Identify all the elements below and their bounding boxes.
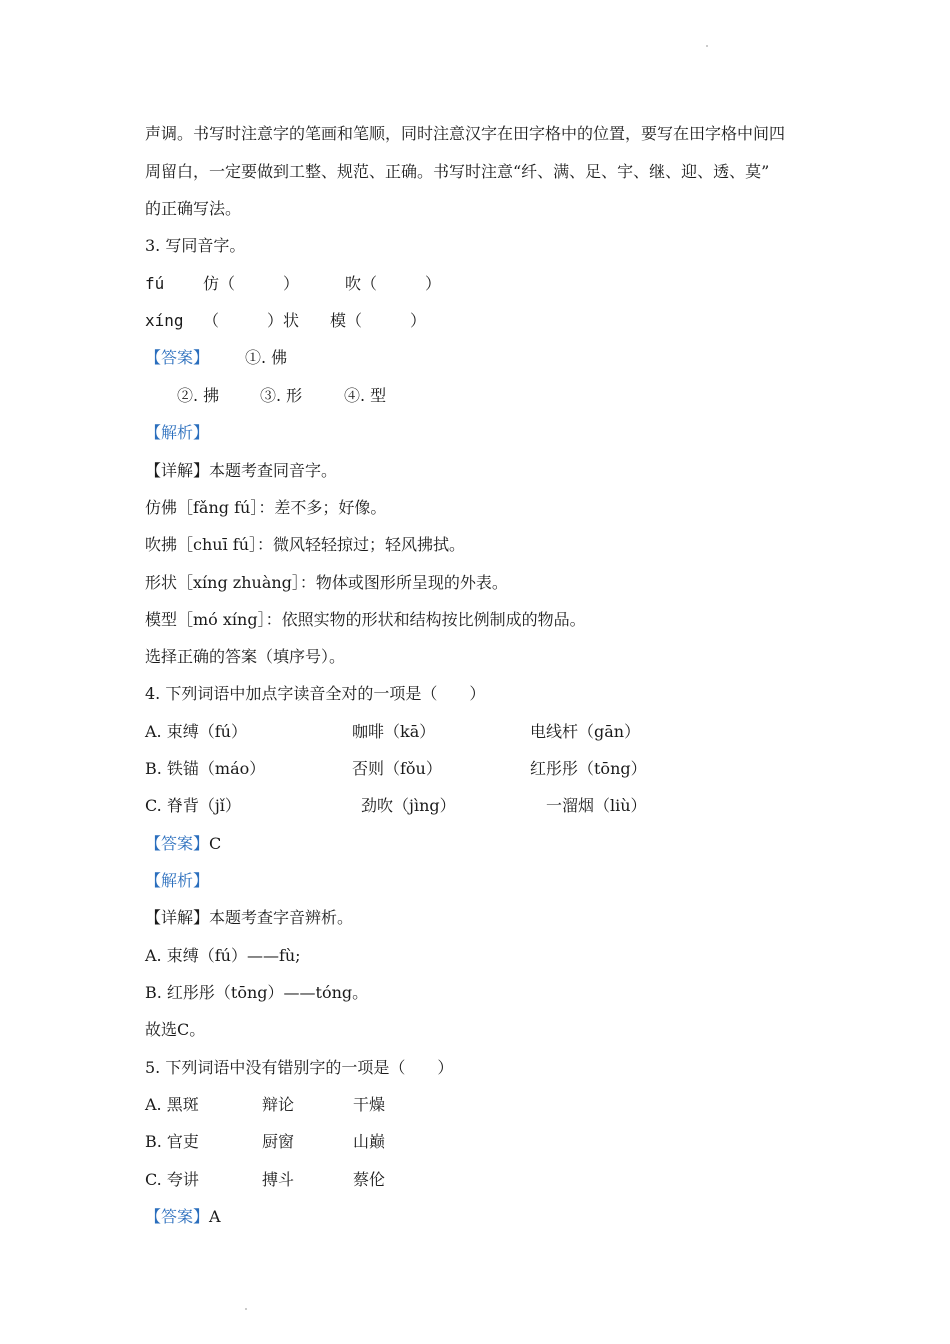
- q4-title: 4. 下列词语中加点字读音全对的一项是（ ）: [145, 684, 486, 703]
- q3-blank-xingzhuang: （ ）状: [203, 311, 300, 330]
- q5-answer: A: [209, 1207, 221, 1226]
- intro-line-1: 声调。书写时注意字的笔画和笔顺，同时注意汉字在田字格中的位置，要写在田字格中间四: [145, 124, 786, 143]
- scan-dot-bottom: [245, 1308, 247, 1310]
- q4-answer: C: [209, 834, 222, 853]
- q3-explain-1: 仿佛［fǎng fú］：差不多；好像。: [145, 498, 387, 517]
- q5-option-a-3: 干燥: [353, 1095, 386, 1114]
- q4-option-b-2: 否则（fǒu）: [352, 759, 442, 778]
- q5-option-a-1: A. 黑斑: [145, 1095, 199, 1114]
- q4-option-b-1: B. 铁锚（máo）: [145, 759, 266, 778]
- q4-option-c-2: 劲吹（jìng）: [361, 796, 456, 815]
- q3-title: 3. 写同音字。: [145, 236, 246, 255]
- q4-option-a-3: 电线杆（gān）: [530, 722, 641, 741]
- q3-blank-moxing: 模（ ）: [330, 311, 427, 330]
- q4-explain-3: 故选C。: [145, 1020, 206, 1039]
- q3-answer-3: ③. 形: [260, 386, 303, 405]
- q3-answer-4: ④. 型: [344, 386, 387, 405]
- q5-title: 5. 下列词语中没有错别字的一项是（ ）: [145, 1058, 454, 1077]
- q5-option-c-2: 搏斗: [262, 1170, 295, 1189]
- q5-option-b-2: 厨窗: [262, 1132, 295, 1151]
- scan-dot-top: [706, 45, 708, 47]
- intro-line-3: 的正确写法。: [145, 199, 242, 218]
- q5-answer-tag: 【答案】: [145, 1207, 210, 1226]
- q3-pinyin-fu: fú: [145, 274, 165, 293]
- q3-answer-tag: 【答案】: [145, 348, 210, 367]
- q4-explain-2: B. 红彤彤（tōng）——tóng。: [145, 983, 369, 1002]
- q4-answer-tag: 【答案】: [145, 834, 210, 853]
- q5-option-c-3: 蔡伦: [353, 1170, 386, 1189]
- q3-explain-5: 选择正确的答案（填序号）。: [145, 647, 346, 666]
- q3-pinyin-xing: xíng: [145, 311, 184, 330]
- q3-blank-fangfu: 仿（ ）: [203, 274, 300, 293]
- q5-option-b-1: B. 官吏: [145, 1132, 199, 1151]
- q4-option-a-2: 咖啡（kā）: [352, 722, 436, 741]
- q3-blank-chuifu: 吹（ ）: [345, 274, 442, 293]
- q5-option-b-3: 山巅: [353, 1132, 386, 1151]
- q3-analysis-tag: 【解析】: [145, 423, 210, 442]
- q3-explain-4: 模型［mó xíng］：依照实物的形状和结构按比例制成的物品。: [145, 610, 586, 629]
- q3-detail: 【详解】本题考查同音字。: [145, 461, 338, 480]
- intro-line-2: 周留白，一定要做到工整、规范、正确。书写时注意“纤、满、足、宇、继、迎、透、莫”: [145, 162, 770, 181]
- q5-option-a-2: 辩论: [262, 1095, 295, 1114]
- q4-analysis-tag: 【解析】: [145, 871, 210, 890]
- q5-option-c-1: C. 夸讲: [145, 1170, 199, 1189]
- q3-answer-2: ②. 拂: [177, 386, 220, 405]
- q3-explain-3: 形状［xíng zhuàng］：物体或图形所呈现的外表。: [145, 573, 508, 592]
- q3-answer-1: ①. 佛: [245, 348, 288, 367]
- q4-option-b-3: 红彤彤（tōng）: [530, 759, 647, 778]
- q4-option-c-3: 一溜烟（liù）: [546, 796, 647, 815]
- q4-option-c-1: C. 脊背（jǐ）: [145, 796, 241, 815]
- q4-explain-1: A. 束缚（fú）——fù;: [145, 946, 301, 965]
- q3-explain-2: 吹拂［chuī fú］：微风轻轻掠过；轻风拂拭。: [145, 535, 466, 554]
- q4-detail: 【详解】本题考查字音辨析。: [145, 908, 354, 927]
- q4-option-a-1: A. 束缚（fú）: [145, 722, 247, 741]
